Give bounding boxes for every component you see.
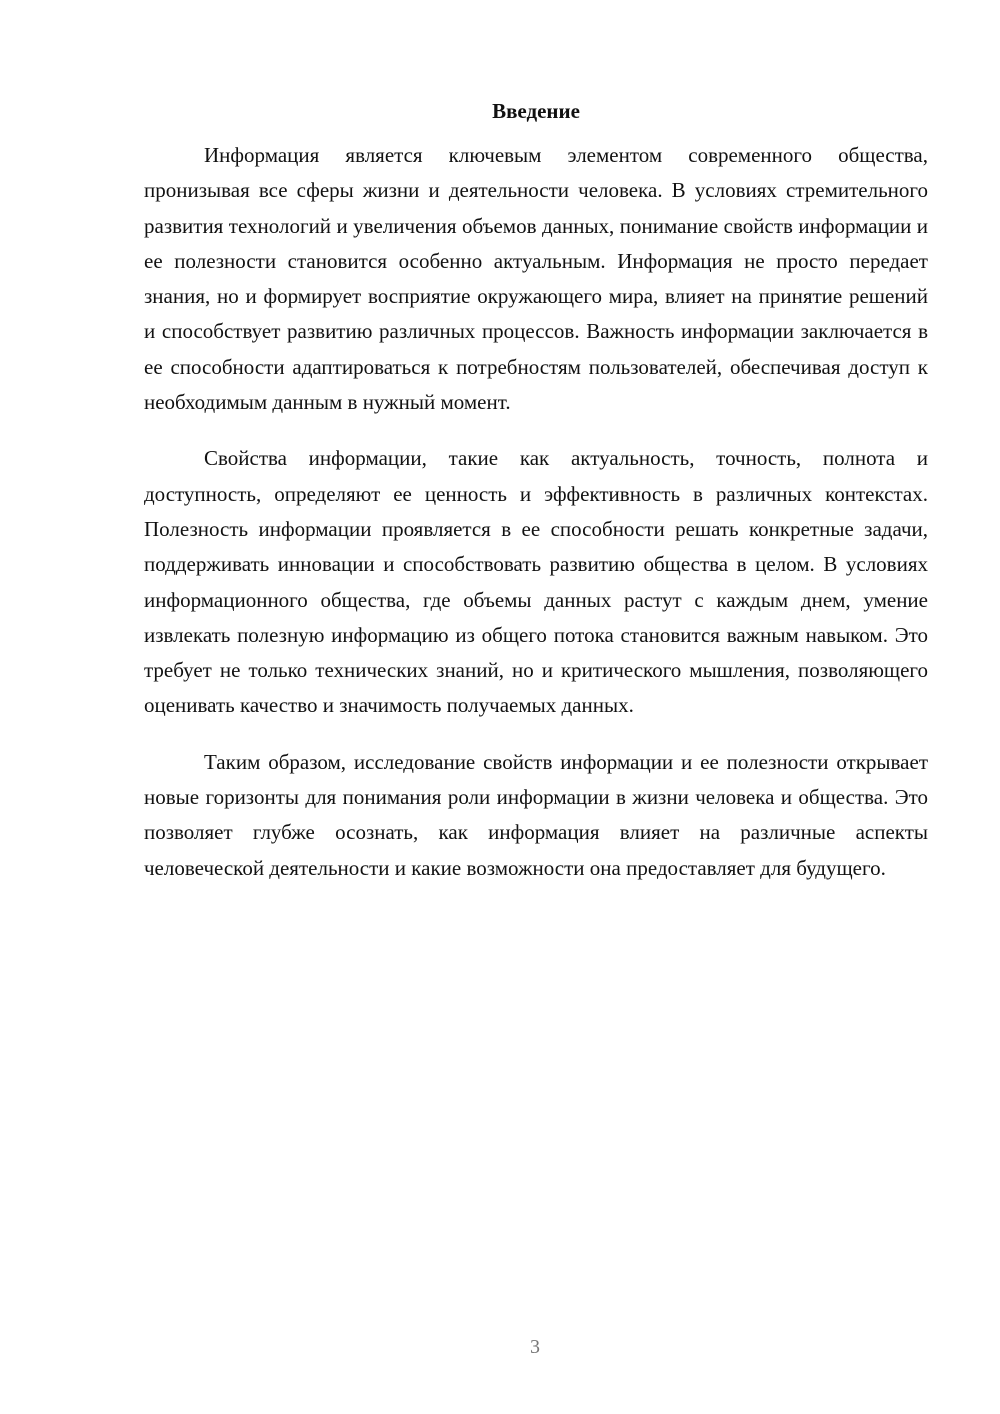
page-content: [144, 96, 928, 907]
paragraph-1: Информация является ключевым элементом современного общества, пронизывая все сферы жизни и деятельности человека. В условиях стремительного развития технологий и увеличения объемов данных, понимание свойств информации и ее полезности становится особенно актуальным. Информация не просто передает знания, но и формирует восприятие окружающего мира, влияет на принятие решений и способствует развитию различных процессов. Важность информации заключается в ее способности адаптироваться к потребностям пользователей, обеспечивая доступ к необходимым данным в нужный момент.: [144, 143, 928, 415]
section-heading: Введение: [492, 99, 580, 123]
page-number: 3: [530, 1336, 540, 1358]
paragraph-2: Свойства информации, такие как актуальность, точность, полнота и доступность, определяют ее ценность и эффективность в различных контекстах. Полезность информации проявляется в ее способности решать конкретные задачи, поддерживать инновации и способствовать развитию общества в целом. В условиях информационного общества, где объемы данных растут с каждым днем, умение извлекать полезную информацию из общего потока становится важным навыком. Это требует не только технических знаний, но и критического мышления, позволяющего оценивать качество и значимость получаемых данных.: [144, 446, 928, 718]
paragraph-3: Таким образом, исследование свойств информации и ее полезности открывает новые горизонты для понимания роли информации в жизни человека и общества. Это позволяет глубже осознать, как информация влияет на различные аспекты человеческой деятельности и какие возможности она предоставляет для будущего.: [144, 749, 928, 880]
